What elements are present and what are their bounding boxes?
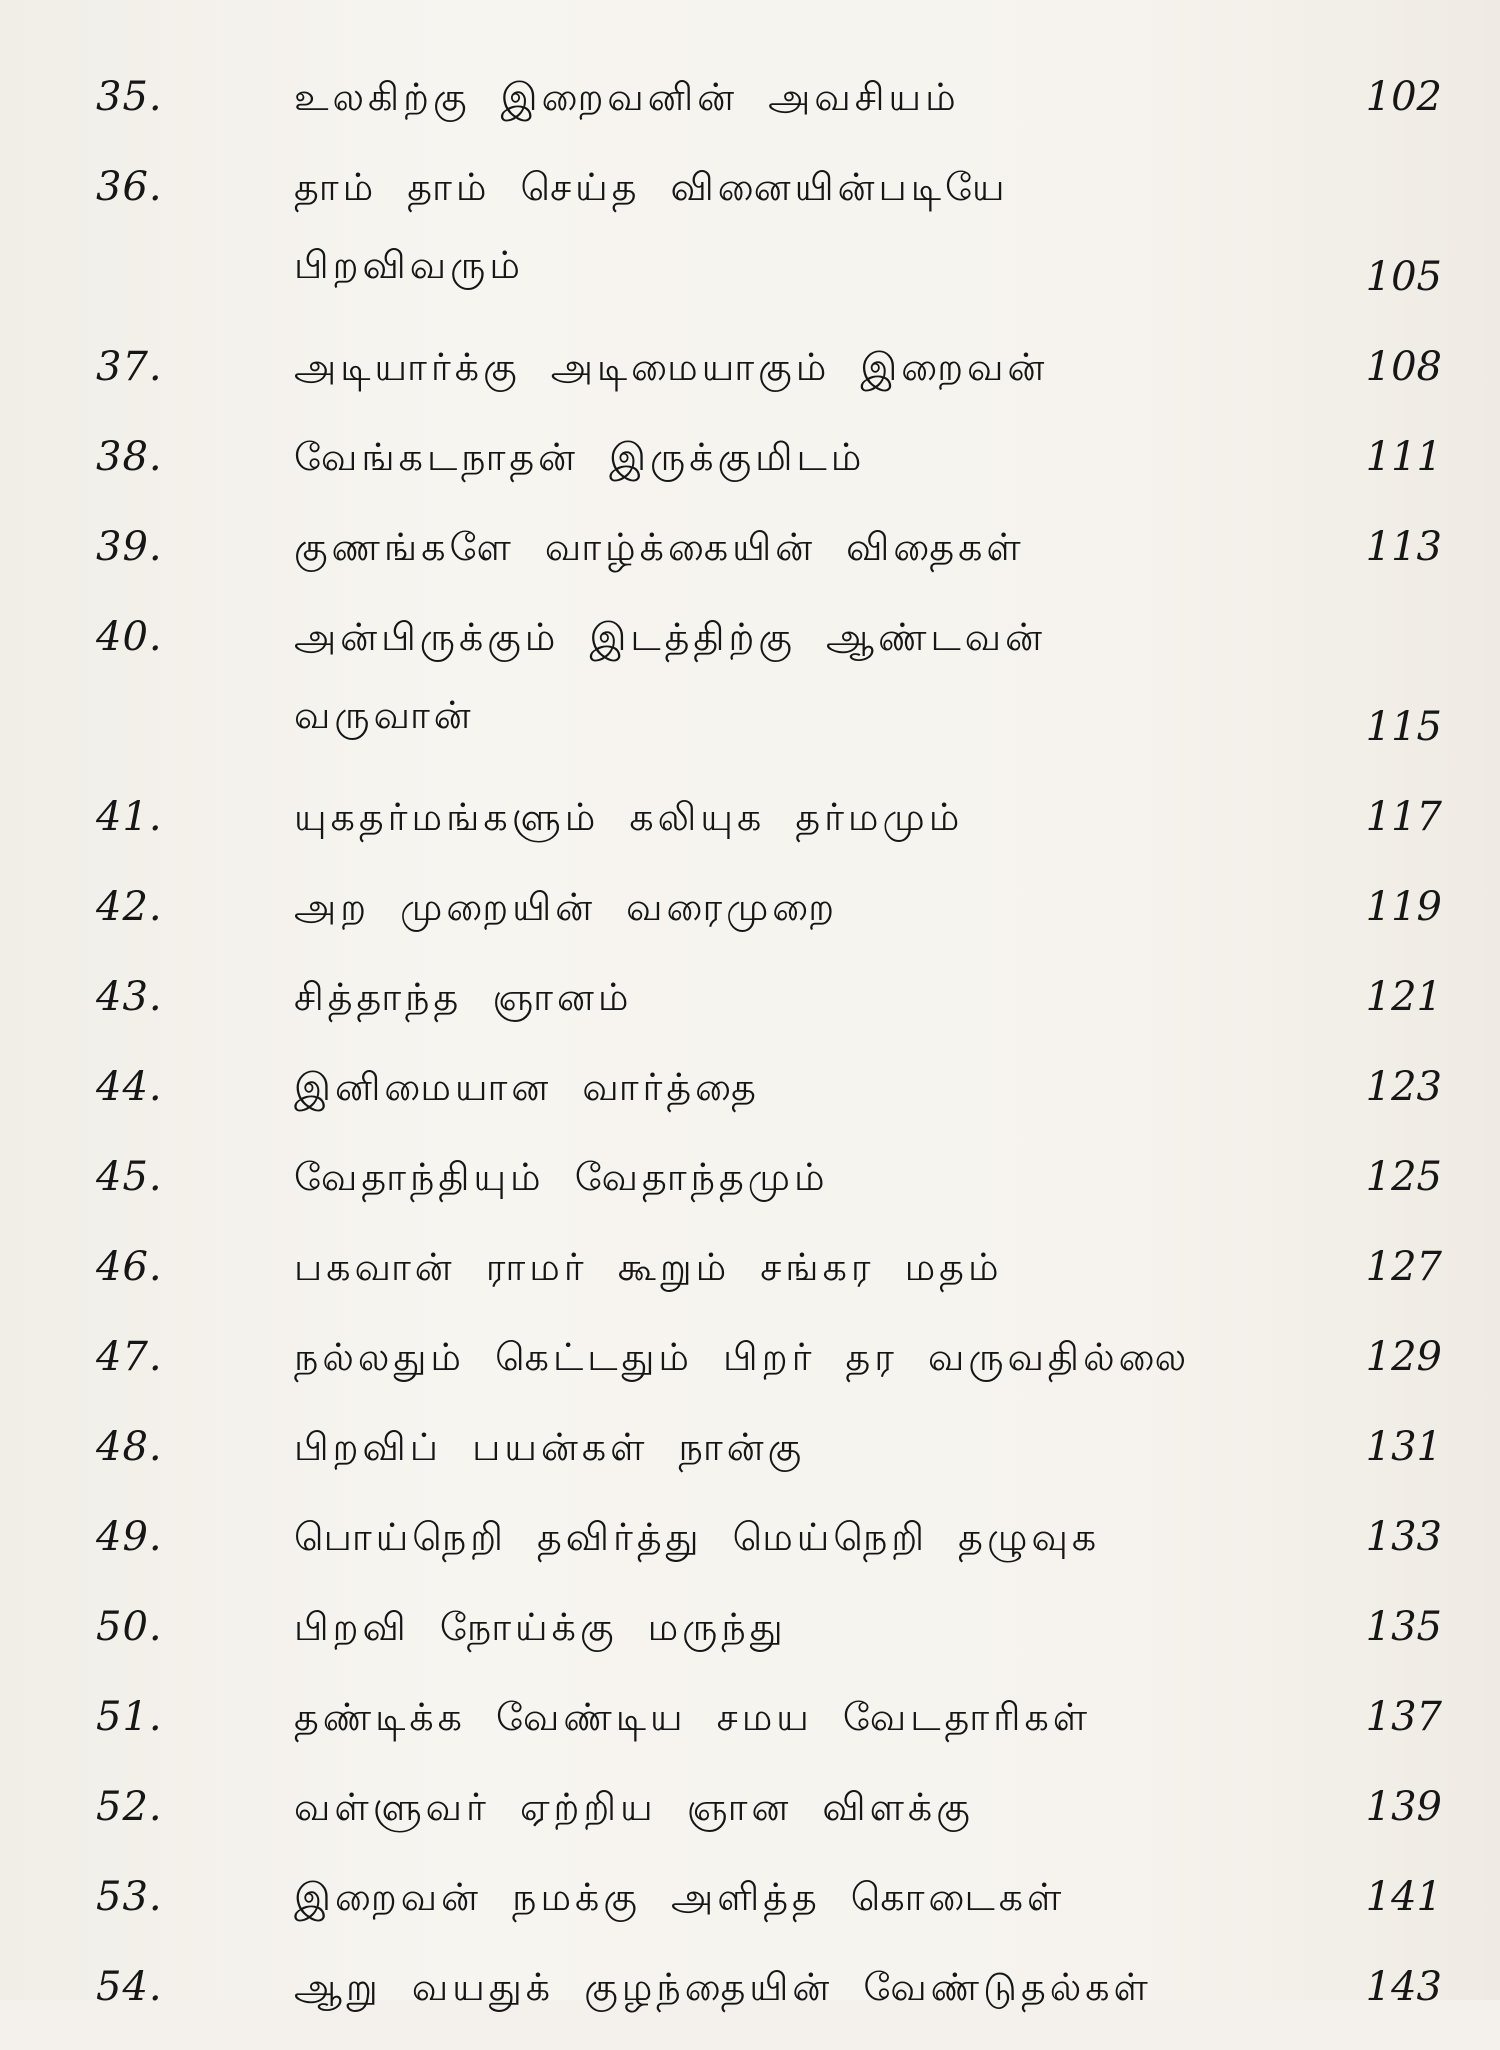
entry-page-number: 125	[1365, 1154, 1442, 1200]
entry-number: 37.	[96, 344, 163, 390]
entry-number: 48.	[96, 1424, 163, 1470]
entry-number: 45.	[96, 1154, 163, 1200]
toc-entry	[96, 1240, 1442, 1294]
toc-entry	[96, 970, 1442, 1024]
entry-number: 49.	[96, 1514, 163, 1560]
entry-title: ஆறு வயதுக் குழந்தையின் வேண்டுதல்கள்	[294, 1965, 1152, 2009]
toc-entry	[96, 790, 1442, 844]
entry-title: வேங்கடநாதன் இருக்குமிடம்	[294, 435, 866, 479]
entry-number: 40.	[96, 614, 163, 660]
entry-title: தண்டிக்க வேண்டிய சமய வேடதாரிகள்	[294, 1695, 1092, 1739]
entry-page-number: 119	[1365, 884, 1442, 930]
entry-title: குணங்களே வாழ்க்கையின் விதைகள்	[294, 525, 1025, 569]
toc-entry	[96, 1960, 1442, 2014]
entry-number: 54.	[96, 1964, 163, 2010]
entry-page-number: 137	[1365, 1694, 1442, 1740]
toc-entry	[96, 1780, 1442, 1834]
toc-entry	[96, 880, 1442, 934]
entry-title: நல்லதும் கெட்டதும் பிறர் தர வருவதில்லை	[294, 1335, 1191, 1379]
toc-entry	[96, 610, 1442, 754]
entry-number: 53.	[96, 1874, 163, 1920]
entry-number: 36.	[96, 164, 163, 210]
toc-entry	[96, 340, 1442, 394]
toc-entry	[96, 70, 1442, 124]
entry-number: 41.	[96, 794, 163, 840]
entry-page-number: 115	[1365, 704, 1442, 750]
entry-page-number: 105	[1365, 254, 1442, 300]
entry-number: 50.	[96, 1604, 163, 1650]
toc-entry	[96, 1150, 1442, 1204]
entry-title: யுகதர்மங்களும் கலியுக தர்மமும்	[294, 795, 964, 839]
table-of-contents	[96, 70, 1442, 2050]
toc-entry	[96, 1330, 1442, 1384]
entry-title: இனிமையான வார்த்தை	[294, 1065, 760, 1109]
entry-number: 35.	[96, 74, 163, 120]
entry-page-number: 133	[1365, 1514, 1442, 1560]
entry-title: தாம் தாம் செய்த வினையின்படியே பிறவிவரும்	[294, 165, 1009, 287]
entry-title: பகவான் ராமர் கூறும் சங்கர மதம்	[294, 1245, 1003, 1289]
entry-page-number: 113	[1365, 524, 1442, 570]
toc-entry	[96, 1600, 1442, 1654]
entry-page-number: 108	[1365, 344, 1442, 390]
entry-title: அன்பிருக்கும் இடத்திற்கு ஆண்டவன் வருவான்	[294, 615, 1046, 737]
entry-number: 46.	[96, 1244, 163, 1290]
entry-page-number: 102	[1365, 74, 1442, 120]
entry-number: 43.	[96, 974, 163, 1020]
toc-entry	[96, 520, 1442, 574]
entry-title: பொய்நெறி தவிர்த்து மெய்நெறி தழுவுக	[294, 1515, 1101, 1559]
entry-title: அடியார்க்கு அடிமையாகும் இறைவன்	[294, 345, 1049, 389]
entry-page-number: 143	[1365, 1964, 1442, 2010]
toc-entry	[96, 1870, 1442, 1924]
entry-title: சித்தாந்த ஞானம்	[294, 975, 633, 1019]
toc-entry	[96, 1510, 1442, 1564]
entry-number: 52.	[96, 1784, 163, 1830]
toc-entry	[96, 430, 1442, 484]
entry-page-number: 141	[1365, 1874, 1442, 1920]
entry-page-number: 123	[1365, 1064, 1442, 1110]
entry-title: வள்ளுவர் ஏற்றிய ஞான விளக்கு	[294, 1785, 974, 1829]
entry-title: அற முறையின் வரைமுறை	[294, 885, 839, 929]
entry-page-number: 117	[1365, 794, 1442, 840]
toc-entry	[96, 1060, 1442, 1114]
entry-number: 38.	[96, 434, 163, 480]
entry-number: 51.	[96, 1694, 163, 1740]
entry-page-number: 129	[1365, 1334, 1442, 1380]
toc-entry	[96, 1420, 1442, 1474]
entry-title: வேதாந்தியும் வேதாந்தமும்	[294, 1155, 829, 1199]
toc-entry	[96, 160, 1442, 304]
entry-title: பிறவிப் பயன்கள் நான்கு	[294, 1425, 806, 1469]
toc-entry	[96, 1690, 1442, 1744]
entry-page-number: 121	[1365, 974, 1442, 1020]
entry-number: 44.	[96, 1064, 163, 1110]
entry-number: 42.	[96, 884, 163, 930]
entry-page-number: 135	[1365, 1604, 1442, 1650]
entry-page-number: 127	[1365, 1244, 1442, 1290]
entry-number: 47.	[96, 1334, 163, 1380]
entry-page-number: 139	[1365, 1784, 1442, 1830]
entry-page-number: 131	[1365, 1424, 1442, 1470]
entry-title: இறைவன் நமக்கு அளித்த கொடைகள்	[294, 1875, 1066, 1919]
entry-page-number: 111	[1365, 434, 1442, 480]
entry-title: பிறவி நோய்க்கு மருந்து	[294, 1605, 787, 1649]
entry-number: 39.	[96, 524, 163, 570]
entry-title: உலகிற்கு இறைவனின் அவசியம்	[294, 75, 960, 119]
